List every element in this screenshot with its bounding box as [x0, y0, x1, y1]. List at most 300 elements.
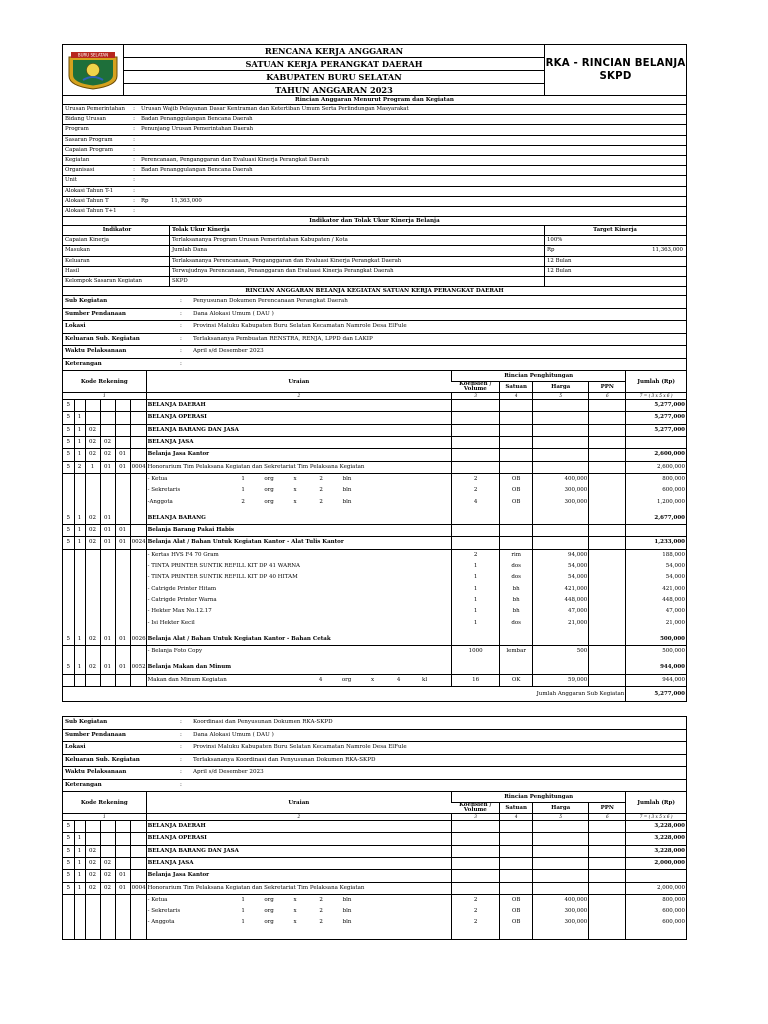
kode-segment: 02	[85, 537, 100, 549]
empty-cell	[63, 934, 74, 939]
koefisien-cell	[452, 424, 500, 436]
rka-document	[62, 44, 687, 940]
kode-segment: 5	[63, 821, 74, 833]
table-row	[63, 572, 686, 583]
jumlah-cell: 600,000	[626, 485, 686, 496]
detail-part: org	[341, 676, 352, 683]
info-value: Perencanaan, Penganggaran dan Evaluasi Kinerja Perangkat Daerah	[141, 156, 330, 163]
table-row	[63, 497, 686, 508]
uraian-cell	[146, 618, 451, 629]
kode-segment	[100, 497, 115, 508]
satuan-cell	[500, 537, 533, 549]
uraian-cell	[146, 485, 451, 496]
koefisien-header: Koefisien / Volume	[452, 803, 500, 814]
harga-cell: 421,000	[533, 584, 589, 595]
rincian-header: Rincian Penghitungan	[452, 371, 626, 382]
jumlah-cell: 54,000	[626, 572, 686, 583]
kinerja-tolak-ukur: Terwujudnya Perencanaan, Penanggaran dan Evaluasi Kinerja Perangkat Daerah	[170, 267, 545, 276]
kode-segment	[74, 917, 85, 928]
info-row	[63, 187, 686, 197]
info-row	[63, 156, 686, 166]
satuan-cell	[500, 400, 533, 412]
koefisien-cell	[452, 870, 500, 882]
detail-part: org	[264, 896, 274, 903]
harga-cell: 47,000	[533, 606, 589, 617]
info-colon: :	[133, 197, 135, 204]
kode-segment	[100, 412, 115, 424]
kode-segment: 01	[100, 537, 115, 549]
kode-segment	[100, 606, 115, 617]
table-row	[63, 870, 686, 882]
koefisien-header: Koefisien / Volume	[452, 382, 500, 393]
jumlah-cell: 2,600,000	[626, 461, 686, 473]
ppn-cell	[589, 437, 626, 449]
ppn-cell	[589, 595, 626, 606]
kode-segment	[130, 674, 146, 686]
empty-cell	[146, 934, 451, 939]
table-header-row	[63, 371, 686, 382]
ppn-cell	[589, 525, 626, 537]
koefisien-cell	[452, 662, 500, 674]
filler	[360, 917, 450, 928]
kode-segment: 02	[100, 857, 115, 869]
jumlah-cell: 500,000	[626, 634, 686, 646]
jumlah-cell: 5,277,000	[626, 424, 686, 436]
kode-segment	[130, 595, 146, 606]
jumlah-cell: 600,000	[626, 906, 686, 917]
kode-segment	[130, 917, 146, 928]
table-row	[63, 894, 686, 906]
kode-segment	[85, 606, 100, 617]
kode-segment: 1	[74, 845, 85, 857]
koefisien-cell	[452, 525, 500, 537]
info-value	[141, 176, 686, 185]
kode-segment	[100, 424, 115, 436]
spacer-row	[63, 934, 686, 939]
table-row	[63, 485, 686, 496]
info-label: Bidang Urusan	[65, 116, 107, 123]
ppn-header: PPN	[589, 803, 626, 814]
kode-segment: 5	[63, 870, 74, 882]
ppn-cell	[589, 412, 626, 424]
uraian-cell	[146, 449, 451, 461]
kode-segment: 1	[74, 882, 85, 894]
kode-segment	[130, 549, 146, 561]
sub-kegiatan-label: Sumber Pendanaan	[65, 731, 126, 738]
uraian-cell	[146, 525, 451, 537]
satuan-cell	[500, 662, 533, 674]
ppn-cell	[589, 674, 626, 686]
kode-segment: 02	[85, 424, 100, 436]
kode-segment	[100, 549, 115, 561]
info-label: Program	[65, 126, 89, 133]
empty-cell	[589, 934, 626, 939]
satuan-cell: OB	[500, 497, 533, 508]
kode-segment	[85, 618, 100, 629]
sub-kegiatan-label: Keluaran Sub. Kegiatan	[65, 756, 140, 763]
kode-segment: 02	[85, 449, 100, 461]
satuan-cell	[500, 821, 533, 833]
header-title-line: SATUAN KERJA PERANGKAT DAERAH	[124, 58, 544, 71]
kode-segment	[130, 646, 146, 658]
kode-segment	[74, 485, 85, 496]
info-row	[63, 176, 686, 186]
kode-segment	[74, 595, 85, 606]
kinerja-target	[545, 246, 686, 255]
kinerja-target	[545, 267, 686, 276]
kode-segment: 1	[74, 513, 85, 525]
kode-segment	[130, 449, 146, 461]
ppn-cell	[589, 473, 626, 485]
kode-segment: 02	[100, 870, 115, 882]
kode-segment	[130, 833, 146, 845]
harga-cell: 500	[533, 646, 589, 658]
kode-segment: 01	[100, 662, 115, 674]
uraian-text: - Isi Hekter Kecil	[147, 619, 195, 626]
kode-segment: 01	[115, 449, 130, 461]
info-row	[63, 146, 686, 156]
jumlah-cell: 3,228,000	[626, 821, 686, 833]
kode-segment: 1	[74, 525, 85, 537]
uraian-text: Belanja Alat / Bahan Untuk Kegiatan Kantor - Bahan Cetak	[147, 635, 331, 642]
column-number: 4	[500, 814, 533, 821]
detail-part: 2	[319, 498, 323, 505]
satuan-cell	[500, 634, 533, 646]
uraian-cell	[146, 561, 451, 572]
kinerja-indikator: Kelompok Sasaran Kegiatan	[63, 277, 170, 286]
detail-part: bln	[342, 498, 352, 505]
kode-segment: 02	[100, 437, 115, 449]
kode-segment	[63, 549, 74, 561]
sub-kegiatan-value: Penyusunan Dokumen Perencanaan Perangkat Daerah	[193, 298, 348, 305]
sub-kegiatan-label: Keterangan	[65, 360, 102, 367]
kode-segment	[63, 572, 74, 583]
jumlah-cell: 21,000	[626, 618, 686, 629]
info-value: Badan Penanggulangan Bencana Daerah	[141, 167, 253, 174]
kode-segment	[74, 821, 85, 833]
kode-segment: 02	[85, 857, 100, 869]
jumlah-cell: 1,200,000	[626, 497, 686, 508]
uraian-text: Belanja Jasa Kantor	[147, 451, 210, 458]
uraian-text: BELANJA BARANG DAN JASA	[147, 426, 239, 433]
jumlah-cell	[626, 437, 686, 449]
rincian-header: Rincian Penghitungan	[452, 792, 626, 803]
uraian-cell	[146, 606, 451, 617]
sub-kegiatan-row	[63, 780, 686, 793]
detail-part: org	[264, 475, 274, 482]
info-colon: :	[133, 167, 135, 174]
harga-cell	[533, 870, 589, 882]
kode-segment	[85, 821, 100, 833]
satuan-cell	[500, 857, 533, 869]
kode-segment: 5	[63, 662, 74, 674]
kode-segment	[115, 894, 130, 906]
kode-segment	[100, 821, 115, 833]
uraian-text: BELANJA OPERASI	[147, 835, 207, 842]
kode-segment: 01	[115, 882, 130, 894]
detail-part: bln	[342, 908, 352, 915]
harga-cell	[533, 437, 589, 449]
kode-segment	[74, 906, 85, 917]
kode-segment	[130, 561, 146, 572]
ppn-cell	[589, 537, 626, 549]
table-header-row	[63, 792, 686, 803]
table-row	[63, 584, 686, 595]
target-header: Target Kinerja	[593, 227, 637, 234]
target-value: 100%	[547, 237, 563, 244]
kode-segment	[115, 400, 130, 412]
uraian-cell	[146, 424, 451, 436]
kode-segment: 01	[115, 634, 130, 646]
uraian-detail	[148, 895, 450, 906]
uraian-cell	[146, 437, 451, 449]
uraian-text: - Sekretaris	[147, 487, 181, 494]
jumlah-cell	[626, 870, 686, 882]
kode-segment	[63, 595, 74, 606]
kinerja-row	[63, 267, 686, 277]
regency-logo	[63, 45, 123, 95]
detail-part: 2	[241, 498, 245, 505]
kode-segment	[130, 473, 146, 485]
uraian-header: Uraian	[146, 792, 451, 814]
sub-kegiatan-colon: :	[180, 719, 182, 726]
kode-segment	[115, 497, 130, 508]
table-row	[63, 662, 686, 674]
sub-kegiatan-label: Sub Kegiatan	[65, 298, 108, 305]
table-row	[63, 437, 686, 449]
kode-segment	[100, 561, 115, 572]
kode-segment: 02	[85, 882, 100, 894]
kinerja-tolak-ukur: Terlaksananya Perencanaan, Penganggaran dan Evaluasi Kinerja Perangkat Daerah	[170, 257, 545, 266]
kode-segment	[100, 572, 115, 583]
target-value: 12 Bulan	[547, 267, 572, 274]
table-row	[63, 473, 686, 485]
harga-cell	[533, 821, 589, 833]
info-label: Alokasi Tahun T+1	[65, 207, 117, 214]
kode-segment: 02	[100, 449, 115, 461]
uraian-text: - Kertas HVS F4 70 Gram	[147, 551, 219, 558]
kode-segment: 5	[63, 882, 74, 894]
ppn-cell	[589, 572, 626, 583]
satuan-cell	[500, 845, 533, 857]
sub-kegiatan-value: Provinsi Maluku Kabupaten Buru Selatan Kecamatan Namrole Desa ElFule	[193, 323, 407, 330]
info-value	[141, 136, 686, 145]
rincian-title: RINCIAN ANGGARAN BELANJA KEGIATAN SATUAN KERJA PERANGKAT DAERAH	[63, 287, 686, 296]
header-title-line: RENCANA KERJA ANGGARAN	[124, 45, 544, 58]
info-rp: Rp	[141, 197, 149, 204]
table-row	[63, 845, 686, 857]
jumlah-cell: 944,000	[626, 662, 686, 674]
harga-cell: 59,000	[533, 674, 589, 686]
kinerja-tolak-ukur: SKPD	[170, 277, 545, 286]
koefisien-cell	[452, 513, 500, 525]
kode-segment	[130, 618, 146, 629]
filler	[360, 497, 450, 508]
koefisien-cell: 1	[452, 572, 500, 583]
uraian-text: Belanja Alat / Bahan Untuk Kegiatan Kantor - Alat Tulis Kantor	[147, 539, 344, 546]
kode-segment: 0004	[130, 461, 146, 473]
header-title-line: TAHUN ANGGARAN 2023	[275, 85, 393, 95]
satuan-cell: dos	[500, 572, 533, 583]
uraian-text: - Anggota	[147, 919, 175, 926]
sub-kegiatan-1-meta	[63, 296, 686, 371]
kode-segment	[74, 674, 85, 686]
satuan-cell: OB	[500, 906, 533, 917]
column-number: 5	[533, 393, 589, 400]
sub-kegiatan-label: Sumber Pendanaan	[65, 310, 126, 317]
harga-cell	[533, 845, 589, 857]
ppn-cell	[589, 917, 626, 928]
detail-part: x	[293, 908, 297, 915]
kode-segment	[63, 497, 74, 508]
sub-kegiatan-row	[63, 309, 686, 322]
kode-segment	[115, 584, 130, 595]
sub-kegiatan-row	[63, 755, 686, 768]
info-label: Organisasi	[65, 167, 95, 174]
sub-kegiatan-colon: :	[180, 360, 182, 367]
sub-kegiatan-2-table	[63, 792, 686, 939]
info-colon: :	[133, 156, 135, 163]
kode-segment	[100, 674, 115, 686]
info-colon: :	[133, 177, 135, 184]
uraian-text: Honorarium Tim Pelaksana Kegiatan dan Sekretariat Tim Pelaksana Kegiatan	[147, 463, 365, 470]
kode-segment: 5	[63, 400, 74, 412]
kode-segment	[63, 618, 74, 629]
info-row	[63, 115, 686, 125]
uraian-cell	[146, 674, 451, 686]
uraian-text: Makan dan Minum Kegiatan	[147, 676, 227, 683]
column-number-row	[63, 393, 686, 400]
uraian-cell	[146, 646, 451, 658]
kode-segment	[115, 549, 130, 561]
jumlah-cell: 3,228,000	[626, 845, 686, 857]
kode-segment	[115, 473, 130, 485]
rincian-table	[63, 371, 686, 701]
ppn-cell	[589, 485, 626, 496]
harga-cell: 54,000	[533, 572, 589, 583]
kode-segment	[85, 549, 100, 561]
filler	[360, 474, 450, 485]
kode-segment	[115, 437, 130, 449]
sub-kegiatan-2-meta	[63, 717, 686, 792]
kode-segment	[115, 821, 130, 833]
detail-part: org	[264, 908, 274, 915]
column-number: 7 = ( 3 x 5 x 6 )	[626, 393, 686, 400]
kode-segment: 5	[63, 424, 74, 436]
kinerja-table	[63, 236, 686, 287]
header-title-line: KABUPATEN BURU SELATAN	[124, 71, 544, 84]
kinerja-tolak-ukur: Terlaksananya Program Urusan Pemerintahan Kabupaten / Kota	[170, 236, 545, 245]
kinerja-row	[63, 246, 686, 256]
kode-segment: 01	[115, 870, 130, 882]
harga-cell: 400,000	[533, 894, 589, 906]
uraian-cell	[146, 894, 451, 906]
sub-kegiatan-colon: :	[180, 769, 182, 776]
kode-segment: 5	[63, 857, 74, 869]
uraian-cell	[146, 412, 451, 424]
table-row	[63, 525, 686, 537]
kode-segment: 01	[115, 461, 130, 473]
koefisien-cell: 2	[452, 917, 500, 928]
koefisien-cell	[452, 449, 500, 461]
empty-cell	[130, 934, 146, 939]
kinerja-indikator: Masukan	[63, 246, 170, 255]
kode-segment	[74, 549, 85, 561]
kode-segment	[130, 606, 146, 617]
kode-segment	[130, 821, 146, 833]
sub-kegiatan-2-form	[62, 716, 687, 940]
harga-cell	[533, 412, 589, 424]
ppn-cell	[589, 449, 626, 461]
kode-segment: 5	[63, 449, 74, 461]
column-number: 4	[500, 393, 533, 400]
table-row	[63, 634, 686, 646]
jumlah-cell: 800,000	[626, 894, 686, 906]
harga-cell: 300,000	[533, 485, 589, 496]
jumlah-cell: 5,277,000	[626, 400, 686, 412]
sub-kegiatan-row	[63, 334, 686, 347]
kode-segment	[74, 473, 85, 485]
harga-cell	[533, 833, 589, 845]
uraian-text: - Catrigde Printer Warna	[147, 596, 217, 603]
kode-segment	[115, 618, 130, 629]
kode-segment	[115, 572, 130, 583]
sub-kegiatan-1-table	[63, 371, 686, 701]
kode-segment	[63, 584, 74, 595]
kode-segment	[130, 412, 146, 424]
kode-segment	[115, 906, 130, 917]
kode-rekening-header: Kode Rekening	[63, 371, 146, 393]
empty-cell	[533, 934, 589, 939]
harga-cell	[533, 461, 589, 473]
kode-segment: 5	[63, 525, 74, 537]
table-row	[63, 424, 686, 436]
detail-part: org	[264, 487, 274, 494]
kode-segment	[74, 894, 85, 906]
sub-kegiatan-row	[63, 742, 686, 755]
kode-segment	[100, 845, 115, 857]
kode-segment: 02	[85, 634, 100, 646]
kode-segment	[74, 606, 85, 617]
koefisien-cell: 2	[452, 473, 500, 485]
uraian-cell	[146, 634, 451, 646]
detail-part: bln	[342, 919, 352, 926]
koefisien-cell	[452, 857, 500, 869]
ppn-cell	[589, 606, 626, 617]
uraian-text: - TINTA PRINTER SUNTIK REFILL KIT DP 41 WARNA	[147, 563, 301, 570]
kode-segment	[74, 561, 85, 572]
sub-kegiatan-value: Terlaksananya Koordinasi dan Penyusunan Dokumen RKA-SKPD	[193, 756, 376, 763]
jumlah-cell	[626, 525, 686, 537]
koefisien-cell: 4	[452, 497, 500, 508]
rka-title-line-2: SKPD	[599, 71, 632, 82]
kode-segment	[100, 400, 115, 412]
kode-segment	[130, 857, 146, 869]
table-row	[63, 906, 686, 917]
sub-kegiatan-label: Waktu Pelaksanaan	[65, 769, 127, 776]
kode-segment: 02	[85, 662, 100, 674]
satuan-cell: OB	[500, 917, 533, 928]
table-row	[63, 449, 686, 461]
filler	[360, 485, 450, 496]
info-value	[141, 146, 686, 155]
kode-segment	[85, 917, 100, 928]
satuan-cell	[500, 870, 533, 882]
ppn-cell	[589, 821, 626, 833]
column-number: 2	[146, 814, 451, 821]
uraian-text: - Hekter Max No.12.17	[147, 608, 212, 615]
sub-kegiatan-value: April s/d Desember 2023	[193, 769, 264, 776]
